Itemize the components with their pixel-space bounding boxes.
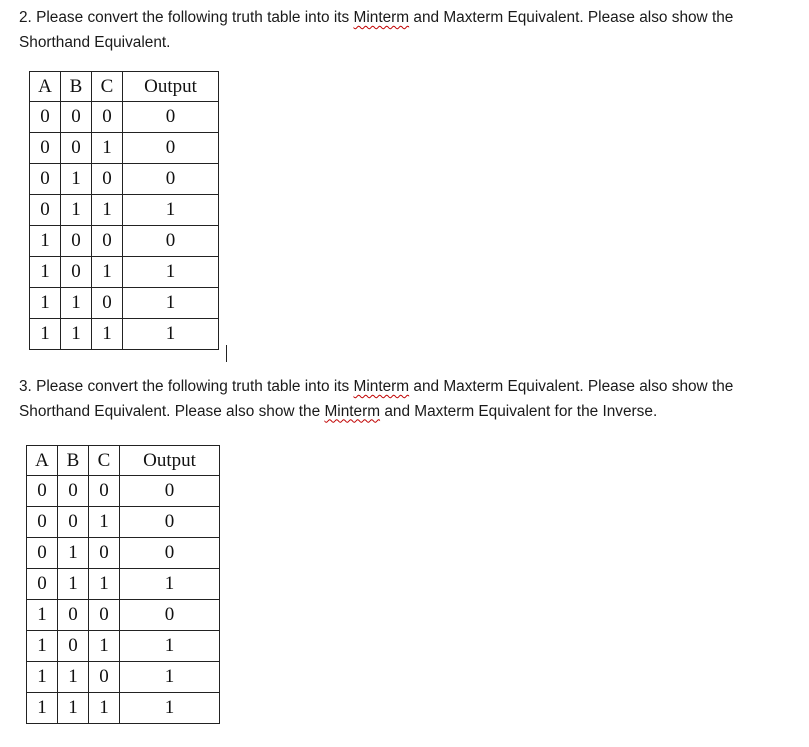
- table-row: [30, 133, 219, 164]
- table-header-row: [27, 446, 220, 476]
- table-header-cell: A: [30, 72, 61, 102]
- table-cell: 0: [27, 476, 58, 507]
- table-cell: 1: [27, 693, 58, 724]
- table-cell: 0: [92, 226, 123, 257]
- q2-spellcheck-word-minterm[interactable]: Minterm: [353, 9, 410, 26]
- table-cell: 0: [89, 600, 120, 631]
- table-cell: 1: [27, 600, 58, 631]
- table-cell: 0: [58, 476, 89, 507]
- q2-text-part1: 2. Please convert the following truth table into its: [19, 9, 354, 26]
- table-row: [27, 631, 220, 662]
- table-header-cell: B: [61, 72, 92, 102]
- table-row: [27, 600, 220, 631]
- table-header-cell: C: [89, 446, 120, 476]
- table-row: [27, 693, 220, 724]
- q3-text-part3: and Maxterm Equivalent for the Inverse.: [380, 402, 658, 420]
- table-cell: 0: [123, 102, 219, 133]
- table-header-cell: Output: [123, 72, 219, 102]
- table-cell: 1: [120, 569, 220, 600]
- table-cell: 1: [30, 226, 61, 257]
- table-cell: 0: [123, 133, 219, 164]
- question-3-text: [19, 375, 799, 424]
- table-cell: 0: [58, 631, 89, 662]
- table-cell: 0: [123, 226, 219, 257]
- table-cell: 0: [89, 662, 120, 693]
- table-cell: 1: [61, 195, 92, 226]
- table-row: [27, 476, 220, 507]
- table-cell: 1: [120, 693, 220, 724]
- table-cell: 0: [30, 102, 61, 133]
- table-cell: 0: [58, 600, 89, 631]
- table-header-cell: B: [58, 446, 89, 476]
- table-row: [27, 507, 220, 538]
- table-cell: 0: [92, 288, 123, 319]
- table-row: [30, 195, 219, 226]
- table-row: [30, 226, 219, 257]
- table-cell: 0: [92, 164, 123, 195]
- table-cell: 1: [120, 662, 220, 693]
- table-cell: 1: [30, 257, 61, 288]
- table-row: [30, 288, 219, 319]
- table-cell: 0: [27, 538, 58, 569]
- table-cell: 1: [58, 662, 89, 693]
- table-cell: 1: [58, 538, 89, 569]
- table-cell: 0: [123, 164, 219, 195]
- table-row: [30, 164, 219, 195]
- table-header-cell: C: [92, 72, 123, 102]
- table-cell: 1: [92, 133, 123, 164]
- table-cell: 0: [27, 569, 58, 600]
- truth-table-1: [29, 71, 219, 350]
- q3-text-part1: 3. Please convert the following truth table into its: [19, 378, 354, 395]
- table-cell: 1: [123, 257, 219, 288]
- text-cursor: [226, 345, 227, 362]
- table-cell: 1: [92, 257, 123, 288]
- table-cell: 0: [92, 102, 123, 133]
- truth-table-2-body: [27, 446, 220, 724]
- table-cell: 1: [92, 319, 123, 350]
- table-cell: 1: [61, 288, 92, 319]
- table-cell: 1: [61, 319, 92, 350]
- table-cell: 1: [27, 662, 58, 693]
- table-row: [27, 569, 220, 600]
- table-cell: 1: [89, 569, 120, 600]
- q2-text-part2: and Maxterm Equivalent. Please also show the Shorthand Equivalent.: [19, 9, 734, 51]
- table-cell: 1: [89, 693, 120, 724]
- table-cell: 0: [61, 133, 92, 164]
- table-row: [27, 538, 220, 569]
- truth-table-1-body: [30, 72, 219, 350]
- table-header-cell: A: [27, 446, 58, 476]
- table-cell: 0: [30, 133, 61, 164]
- table-cell: 0: [27, 507, 58, 538]
- table-cell: 1: [120, 631, 220, 662]
- table-cell: 0: [61, 226, 92, 257]
- q3-spellcheck-word-minterm-1[interactable]: Minterm: [353, 378, 410, 395]
- table-cell: 0: [30, 164, 61, 195]
- table-row: [30, 319, 219, 350]
- table-row: [30, 102, 219, 133]
- table-cell: 0: [61, 102, 92, 133]
- table-cell: 1: [89, 631, 120, 662]
- table-cell: 1: [123, 319, 219, 350]
- table-cell: 1: [27, 631, 58, 662]
- table-cell: 1: [58, 693, 89, 724]
- table-cell: 0: [61, 257, 92, 288]
- table-cell: 0: [120, 538, 220, 569]
- table-row: [27, 662, 220, 693]
- table-cell: 0: [30, 195, 61, 226]
- table-cell: 1: [30, 288, 61, 319]
- table-cell: 0: [89, 476, 120, 507]
- q3-text-part2: and Maxterm Equivalent. Please also show the Shorthand Equivalent. Please also show the: [19, 378, 734, 420]
- table-cell: 1: [89, 507, 120, 538]
- table-cell: 1: [92, 195, 123, 226]
- table-cell: 0: [120, 600, 220, 631]
- q3-spellcheck-word-minterm-2[interactable]: Minterm: [324, 402, 381, 420]
- table-cell: 1: [30, 319, 61, 350]
- question-2-text: [19, 6, 799, 55]
- table-cell: 1: [61, 164, 92, 195]
- table-cell: 1: [58, 569, 89, 600]
- table-cell: 1: [123, 195, 219, 226]
- table-cell: 0: [58, 507, 89, 538]
- table-header-row: [30, 72, 219, 102]
- truth-table-2: [26, 445, 220, 724]
- table-cell: 0: [89, 538, 120, 569]
- table-header-cell: Output: [120, 446, 220, 476]
- table-cell: 0: [120, 476, 220, 507]
- table-cell: 0: [120, 507, 220, 538]
- table-cell: 1: [123, 288, 219, 319]
- table-row: [30, 257, 219, 288]
